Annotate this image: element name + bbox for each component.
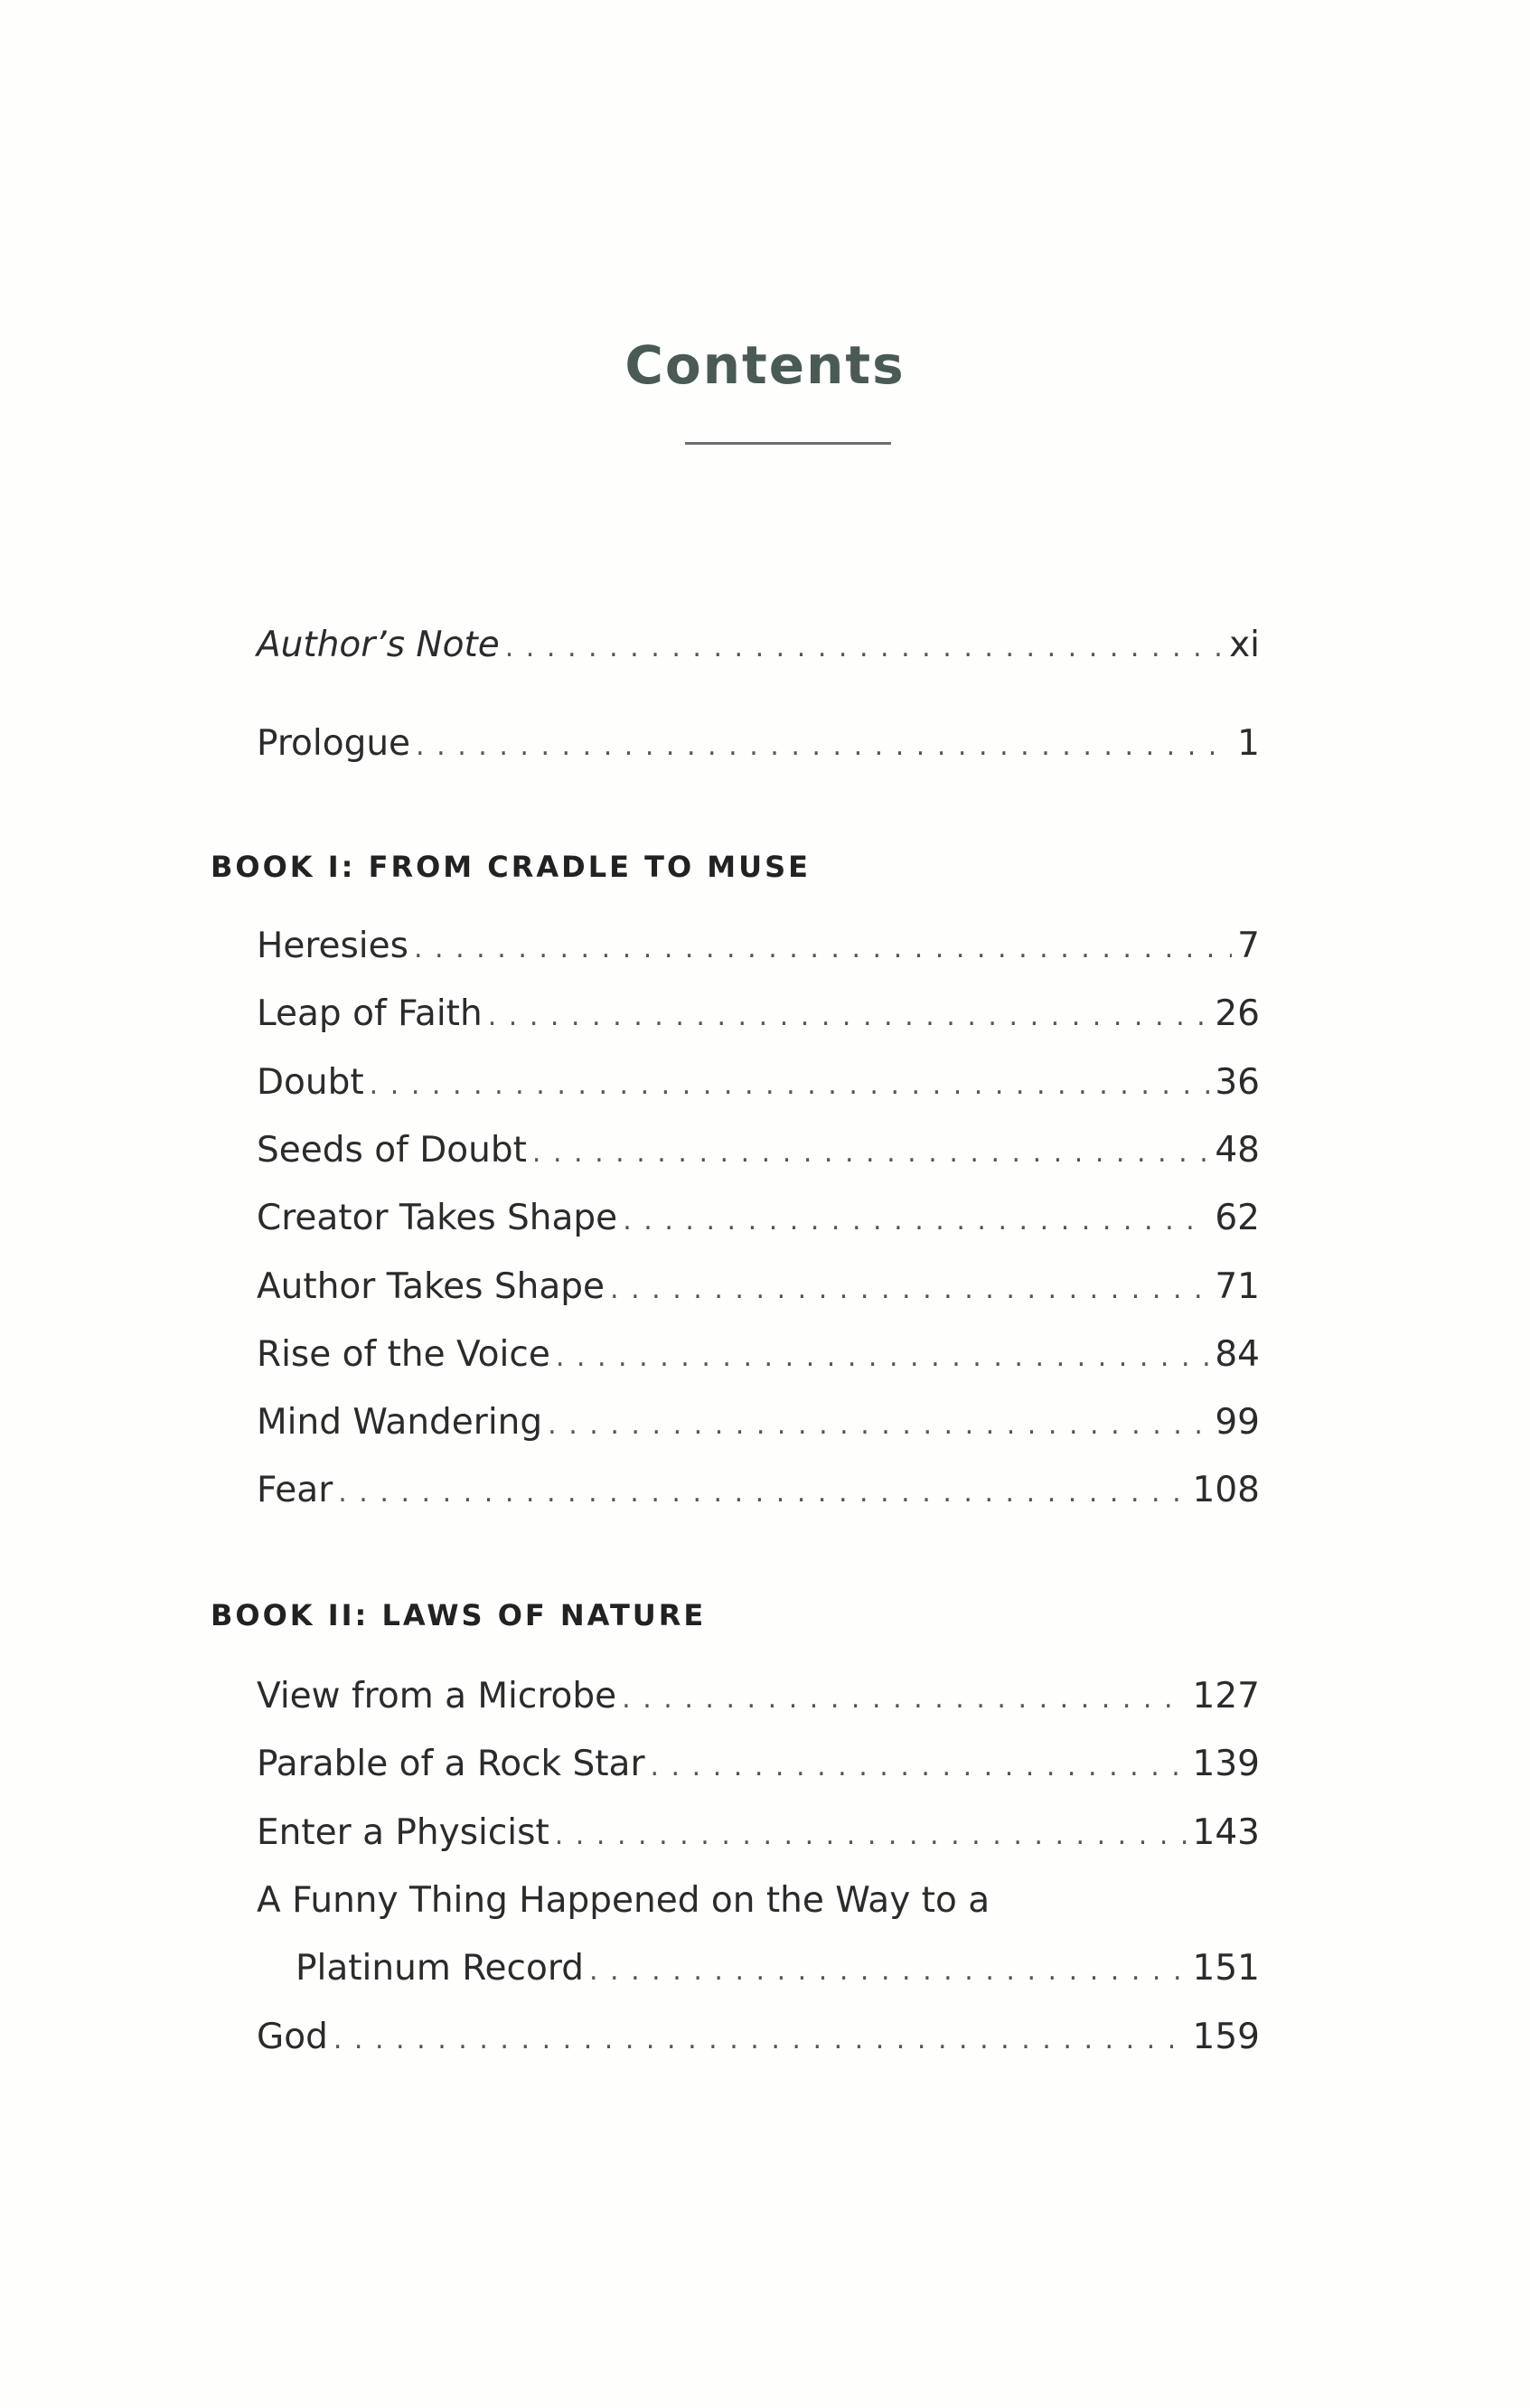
entry-label: Mind Wandering	[257, 1402, 543, 1444]
entry-label: Heresies	[257, 926, 408, 966]
page-title: Contents	[624, 334, 906, 396]
toc-entry	[257, 1191, 1260, 1246]
entry-label: Prologue	[257, 723, 411, 764]
dot-leader	[338, 1466, 1187, 1520]
entry-label: Author’s Note	[257, 625, 500, 665]
entry-page: 48	[1215, 1129, 1260, 1171]
entry-label: Enter a Physicist	[257, 1811, 549, 1853]
entry-page: 71	[1215, 1265, 1260, 1307]
entry-page: 7	[1237, 926, 1260, 966]
entry-page: 62	[1215, 1198, 1260, 1239]
toc-entry	[257, 1124, 1260, 1178]
toc-entry	[257, 1670, 1260, 1724]
entry-label: God	[257, 2016, 328, 2057]
toc-entry	[257, 717, 1260, 771]
dot-leader	[416, 720, 1232, 774]
entry-page: 26	[1215, 993, 1260, 1035]
entry-label: Rise of the Voice	[257, 1333, 550, 1375]
dot-leader	[622, 1672, 1187, 1726]
toc-entry	[257, 1806, 1260, 1860]
toc-entry	[257, 987, 1260, 1041]
entry-page: 151	[1192, 1948, 1260, 1989]
dot-leader	[555, 1809, 1187, 1863]
entry-page: 143	[1192, 1811, 1260, 1853]
toc-entry	[257, 1874, 1260, 1928]
toc-entry	[257, 2010, 1260, 2065]
entry-page: xi	[1229, 625, 1260, 665]
toc-entry	[296, 1942, 1260, 1996]
dot-leader	[589, 1944, 1187, 1999]
dot-leader	[414, 922, 1232, 976]
dot-leader	[548, 1398, 1209, 1453]
entry-page: 84	[1215, 1333, 1260, 1375]
entry-label: Creator Takes Shape	[257, 1198, 618, 1239]
dot-leader	[488, 990, 1210, 1044]
entry-page: 139	[1192, 1744, 1260, 1785]
entry-label: Parable of a Rock Star	[257, 1744, 645, 1785]
toc-entry	[257, 1396, 1260, 1450]
entry-label: Fear	[257, 1470, 333, 1511]
dot-leader	[505, 621, 1224, 675]
entry-page: 99	[1215, 1402, 1260, 1444]
toc-entry	[257, 1737, 1260, 1792]
dot-leader	[610, 1263, 1209, 1317]
toc-entry	[257, 1328, 1260, 1382]
dot-leader	[556, 1331, 1210, 1385]
dot-leader	[650, 1740, 1187, 1794]
toc-entry	[257, 618, 1260, 673]
dot-leader	[532, 1126, 1209, 1180]
entry-page: 108	[1192, 1470, 1260, 1511]
dot-leader	[623, 1194, 1209, 1248]
toc-entry	[257, 1056, 1260, 1110]
book-heading: BOOK I: FROM CRADLE TO MUSE	[211, 850, 812, 884]
entry-label: Seeds of Doubt	[257, 1129, 527, 1171]
entry-label: Leap of Faith	[257, 993, 483, 1035]
entry-page: 36	[1215, 1061, 1260, 1103]
entry-page: 159	[1192, 2016, 1260, 2057]
entry-page: 127	[1192, 1676, 1260, 1717]
toc-entry	[257, 1260, 1260, 1314]
toc-entry	[257, 919, 1260, 974]
title-divider	[685, 442, 891, 445]
book-heading: BOOK II: LAWS OF NATURE	[211, 1598, 707, 1632]
toc-entry	[257, 1463, 1260, 1518]
entry-label: View from a Microbe	[257, 1676, 617, 1717]
entry-label: A Funny Thing Happened on the Way to a	[257, 1879, 990, 1921]
entry-label: Author Takes Shape	[257, 1265, 605, 1307]
entry-label: Doubt	[257, 1061, 364, 1103]
entry-label: Platinum Record	[296, 1948, 584, 1989]
entry-page: 1	[1237, 723, 1260, 764]
dot-leader	[370, 1058, 1210, 1113]
dot-leader	[333, 2013, 1187, 2067]
